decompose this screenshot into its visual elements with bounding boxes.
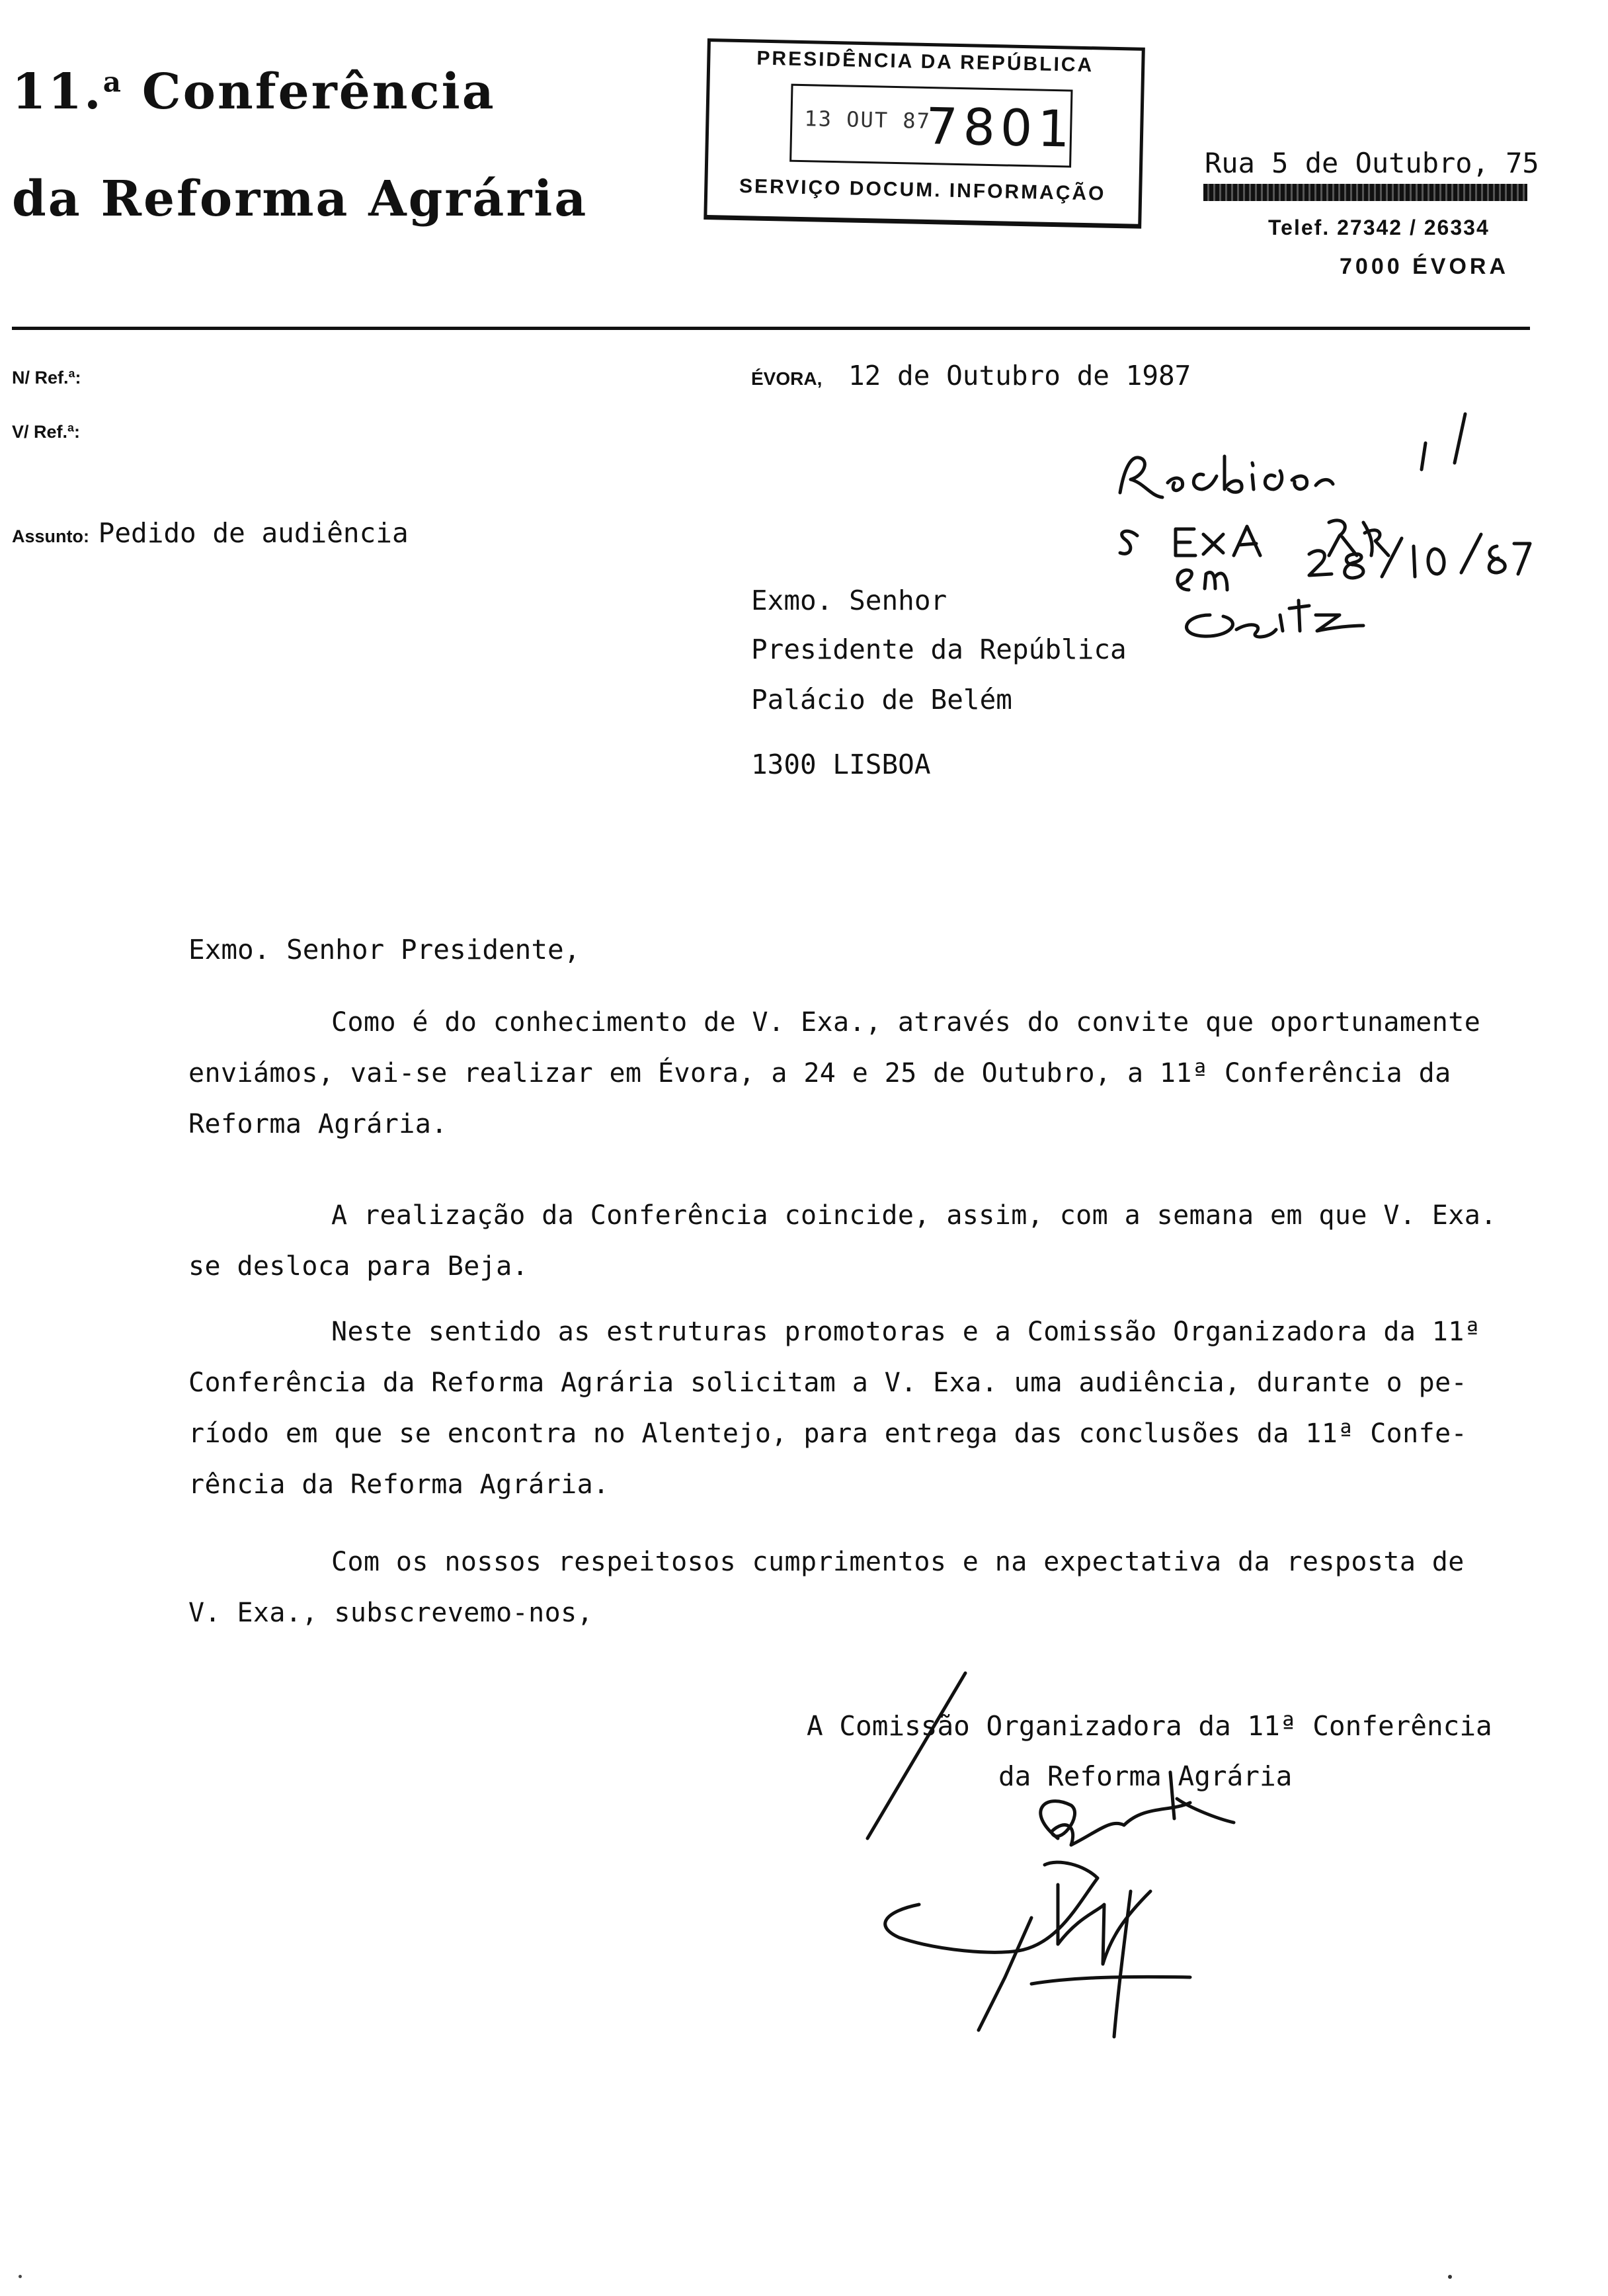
paragraph-3-line-4: rência da Reforma Agrária. [188,1469,610,1500]
closing-line-1: A Comissão Organizadora da 11ª Conferência [807,1710,1492,1742]
paragraph-1-line-1: Como é do conhecimento de V. Exa., através do convite que oportunamente [331,1007,1481,1038]
paragraph-1-line-2: enviámos, vai-se realizar em Évora, a 24 e 25 de Outubro, a 11ª Conferência da [188,1058,1451,1088]
recipient-address: Palácio de Belém [751,684,1012,716]
paragraph-3-line-2: Conferência da Reforma Agrária solicitam a V. Exa. uma audiência, durante o pe- [188,1368,1468,1398]
dateline-date: 12 de Outubro de 1987 [848,360,1191,391]
your-ref-label: V/ Ref.ª: [12,422,81,442]
paragraph-1-line-3: Reforma Agrária. [188,1109,448,1139]
subject-value: Pedido de audiência [98,517,409,549]
title-ordinal: a [102,65,123,99]
letterhead-title-line1 [12,63,496,120]
letterhead-divider [12,327,1530,330]
closing-line-2: da Reforma Agrária [998,1760,1293,1792]
paragraph-3 [188,1307,1550,1510]
title-number: 11. [12,63,103,120]
title-word: Conferência [141,63,496,120]
salutation: Exmo. Senhor Presidente, [188,934,581,965]
paragraph-3-line-3: ríodo em que se encontra no Alentejo, para entrega das conclusões da 11ª Confe- [188,1418,1468,1449]
stamp-bottom-text: SERVIÇO DOCUM. INFORMAÇÃO [739,175,1106,205]
paragraph-4-line-1: Com os nossos respeitosos cumprimentos e na expectativa da resposta de [331,1547,1465,1577]
dateline [751,362,1191,390]
paragraph-2-line-1: A realização da Conferência coincide, assim, com a semana em que V. Exa. [331,1200,1497,1231]
recipient-title: Exmo. Senhor [751,585,947,616]
stamp-top-text: PRESIDÊNCIA DA REPÚBLICA [756,47,1094,77]
scan-speck [1448,2275,1452,2279]
handwritten-note [1111,397,1534,675]
letterhead-title-line2: da Reforma Agrária [12,171,588,227]
recipient-position: Presidente da República [751,634,1127,665]
our-ref-label: N/ Ref.ª: [12,368,81,388]
paragraph-3-line-1: Neste sentido as estruturas promotoras e a Comissão Organizadora da 11ª [331,1317,1481,1347]
stamp-inner-box [789,84,1076,168]
signature [860,1666,1283,2063]
paragraph-1 [188,997,1550,1150]
paragraph-2-line-2: se desloca para Beja. [188,1251,529,1282]
paragraph-4-line-2: V. Exa., subscrevemo-nos, [188,1598,594,1628]
paragraph-2 [188,1190,1550,1292]
scan-speck [19,2275,22,2278]
subject-label: Assunto: [12,526,89,546]
dateline-place: ÉVORA, [751,368,823,389]
address-street: Rua 5 de Outubro, 75 [1205,147,1539,179]
registry-stamp [704,38,1144,226]
address-phone: Telef. 27342 / 26334 [1268,216,1490,239]
redacted-line [1203,184,1527,201]
stamp-date: 13 OUT 87 [804,106,932,134]
subject-line [12,517,409,549]
address-city: 7000 ÉVORA [1340,254,1509,279]
stamp-number: 7801 [925,96,1076,159]
recipient-city: 1300 LISBOA [751,749,931,780]
paragraph-4 [188,1537,1550,1639]
